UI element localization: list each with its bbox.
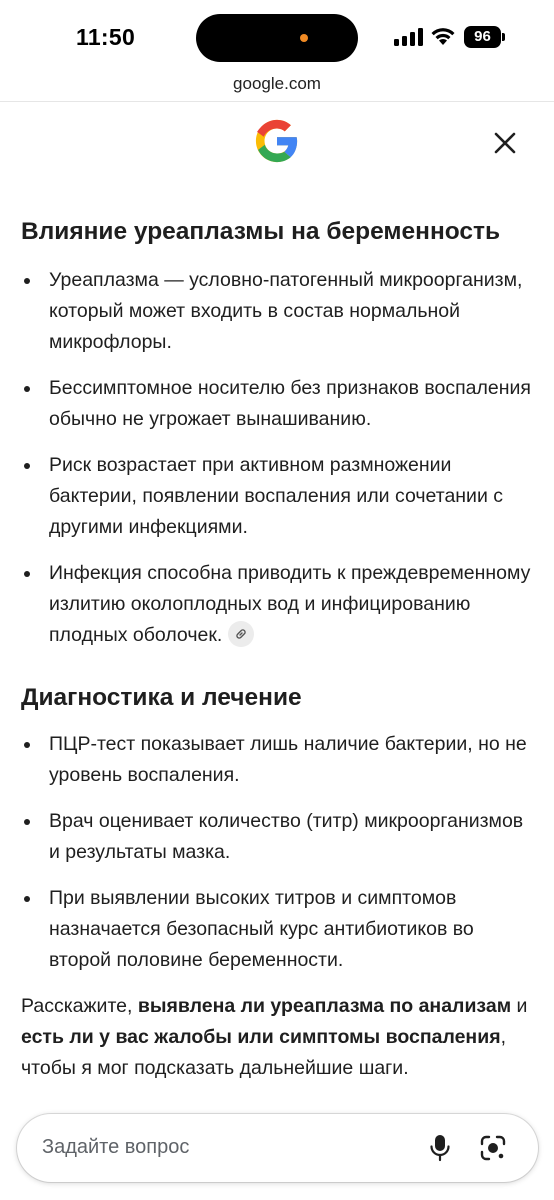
closing-bold-2: есть ли у вас жалобы или симптомы воспаления <box>21 1026 501 1048</box>
section-title-pregnancy-impact: Влияние уреаплазмы на беременность <box>21 218 501 245</box>
closing-text-1: Расскажите, <box>21 995 138 1017</box>
list-item: При выявлении высоких титров и симптомов назначается безопасный курс антибиотиков во второй половине беременности. <box>21 883 539 976</box>
list-item-with-source <box>21 558 539 651</box>
google-lens-icon[interactable] <box>479 1134 507 1162</box>
battery-icon <box>464 26 506 48</box>
list-item: Уреаплазма — условно-патогенный микроорганизм, который может входить в состав нормальной микрофлоры. <box>21 265 539 358</box>
dynamic-island <box>196 14 358 62</box>
list-item: ПЦР-тест показывает лишь наличие бактерии, но не уровень воспаления. <box>21 729 539 791</box>
google-g-logo <box>254 118 300 164</box>
wifi-icon <box>430 26 456 46</box>
closing-paragraph <box>21 991 539 1084</box>
cellular-signal-icon <box>394 28 424 46</box>
ask-input-placeholder: Задайте вопрос <box>42 1136 190 1158</box>
status-bar <box>0 0 554 70</box>
closing-text-3: , чтобы я мог подсказать дальнейшие шаги. <box>21 1026 506 1079</box>
closing-bold-1: выявлена ли уреаплазма по анализам <box>137 995 512 1017</box>
source-link-button[interactable] <box>228 621 254 647</box>
section-title-diagnostics: Диагностика и лечение <box>21 684 302 711</box>
status-time: 11:50 <box>76 24 136 50</box>
battery-cap <box>502 33 505 41</box>
close-icon[interactable] <box>488 126 522 160</box>
microphone-icon[interactable] <box>429 1134 451 1162</box>
bullet-list-pregnancy-impact <box>21 265 539 651</box>
browser-address[interactable]: google.com <box>233 74 321 93</box>
privacy-indicator-dot <box>300 34 308 42</box>
list-item: Врач оценивает количество (титр) микроорганизмов и результаты мазка. <box>21 806 539 868</box>
list-item: Риск возрастает при активном размножении бактерии, появлении воспаления или сочетании с другими инфекциями. <box>21 450 539 543</box>
list-item-text: Инфекция способна приводить к преждевременному излитию околоплодных вод и инфицированию плодных оболочек. <box>49 562 531 646</box>
bullet-list-diagnostics <box>21 729 539 976</box>
closing-text-2: и <box>511 995 528 1017</box>
ask-input[interactable] <box>17 1114 538 1182</box>
answer-content <box>21 215 539 1084</box>
link-icon <box>234 627 248 641</box>
battery-level: 96 <box>464 26 501 48</box>
list-item: Бессимптомное носителю без признаков воспаления обычно не угрожает вынашиванию. <box>21 373 539 435</box>
address-divider <box>0 101 554 102</box>
